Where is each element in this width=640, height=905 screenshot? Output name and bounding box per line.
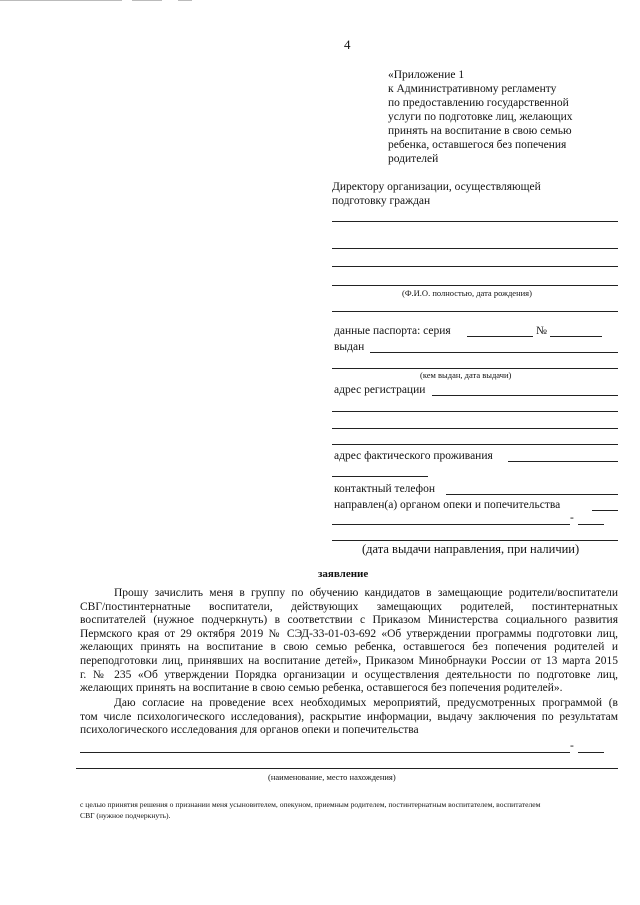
addressee-block: [332, 180, 541, 208]
directed-line[interactable]: [332, 524, 570, 525]
directed-field[interactable]: [592, 510, 618, 511]
dash: -: [570, 740, 574, 752]
registration-line[interactable]: [332, 428, 618, 429]
appendix-line: родителей: [388, 153, 439, 165]
appendix-line: по предоставлению государственной: [388, 97, 569, 109]
paragraph-line: Даю согласие на проведение всех необходимых мероприятий, предусмотренных программой (в: [114, 697, 618, 709]
fio-line[interactable]: [332, 285, 618, 286]
appendix-line: принять на воспитание в свою семью: [388, 125, 572, 137]
org-line[interactable]: [80, 752, 570, 753]
paragraph-line: желающих принять на воспитание в свою семью ребенка, оставшегося без попечения родителей».: [80, 682, 563, 695]
paragraph-line: г. № 235 «Об утверждении Порядка организации и осуществления деятельности по подготовке лиц,: [80, 668, 618, 681]
phone-label: контактный телефон: [334, 483, 436, 495]
dash: -: [570, 512, 574, 524]
footnote-line: с целью принятия решения о признании меня усыновителем, опекуном, приемным родителем, постинтернатным воспитателем, воспитателем: [80, 800, 541, 809]
issued-caption: (кем выдан, дата выдачи): [420, 370, 512, 380]
statement-title: заявление: [318, 568, 369, 580]
appendix-line: к Административному регламенту: [388, 83, 557, 95]
registration-line[interactable]: [332, 411, 618, 412]
actual-address-label: адрес фактического проживания: [334, 450, 493, 462]
direction-line[interactable]: [332, 540, 618, 541]
fio-line[interactable]: [332, 311, 618, 312]
issued-label: выдан: [334, 341, 365, 353]
org-line[interactable]: [76, 768, 618, 769]
directed-line[interactable]: [578, 524, 604, 525]
appendix-block: [388, 68, 573, 166]
passport-series-field[interactable]: [467, 336, 533, 337]
passport-number-field[interactable]: [550, 336, 602, 337]
direction-caption: (дата выдачи направления, при наличии): [362, 542, 580, 556]
paragraph-line: Прошу зачислить меня в группу по обучению кандидатов в замещающие родители/воспитатели: [114, 587, 618, 599]
registration-label: адрес регистрации: [334, 384, 426, 396]
paragraph-line: психологического исследования для органов опеки и попечительства: [80, 724, 419, 737]
statement-paragraph: [80, 587, 618, 696]
addressee-line: Директору организации, осуществляющей: [332, 181, 541, 193]
addressee-line: подготовку граждан: [332, 195, 431, 207]
footnote: [80, 799, 620, 821]
fio-caption: (Ф.И.О. полностью, дата рождения): [402, 288, 532, 298]
paragraph-line: желающих принять на воспитание в свою семью ребенка, оставшегося без попечения родителей и: [80, 641, 618, 654]
paragraph-line: воспитателей (нужное подчеркнуть) в соответствии с Приказом Министерства социального развития: [80, 614, 618, 627]
org-line[interactable]: [578, 752, 604, 753]
directed-label: направлен(а) органом опеки и попечительства: [334, 499, 561, 511]
scan-mark: [178, 0, 192, 1]
registration-line[interactable]: [332, 444, 618, 445]
org-caption: (наименование, место нахождения): [268, 772, 396, 782]
paragraph-line: том числе психологического исследования), раскрытие информации, выдачу заключения по результатам: [80, 710, 618, 723]
scan-mark: [132, 0, 162, 1]
issued-line[interactable]: [332, 368, 618, 369]
fio-line[interactable]: [332, 266, 618, 267]
appendix-line: ребенка, оставшегося без попечения: [388, 139, 567, 151]
actual-address-line[interactable]: [332, 476, 428, 477]
appendix-line: услуги по подготовке лиц, желающих: [388, 111, 573, 123]
fio-line[interactable]: [332, 221, 618, 222]
passport-label: данные паспорта: серия: [334, 325, 451, 337]
page-number: 4: [344, 37, 351, 52]
registration-field[interactable]: [432, 395, 618, 396]
appendix-line: «Приложение 1: [388, 69, 465, 81]
scan-mark: [0, 0, 122, 1]
consent-paragraph: [80, 697, 618, 738]
paragraph-line: Пермского края от 29 октября 2019 № СЭД-33-01-03-692 «Об утверждении программы подготовки лиц,: [80, 627, 618, 640]
issued-field[interactable]: [370, 352, 618, 353]
paragraph-line: СВГ/постинтернатные воспитатели, действующих замещающих родителей, постинтернатных: [80, 600, 618, 613]
paragraph-line: переподготовки лиц, принявших на воспитание детей», Приказом Минобрнауки России от 13 марта 2015: [80, 654, 618, 667]
number-sign: №: [536, 325, 547, 337]
fio-line[interactable]: [332, 248, 618, 249]
actual-address-field[interactable]: [508, 461, 618, 462]
footnote-line: СВГ (нужное подчеркнуть).: [80, 811, 171, 820]
phone-field[interactable]: [446, 494, 618, 495]
